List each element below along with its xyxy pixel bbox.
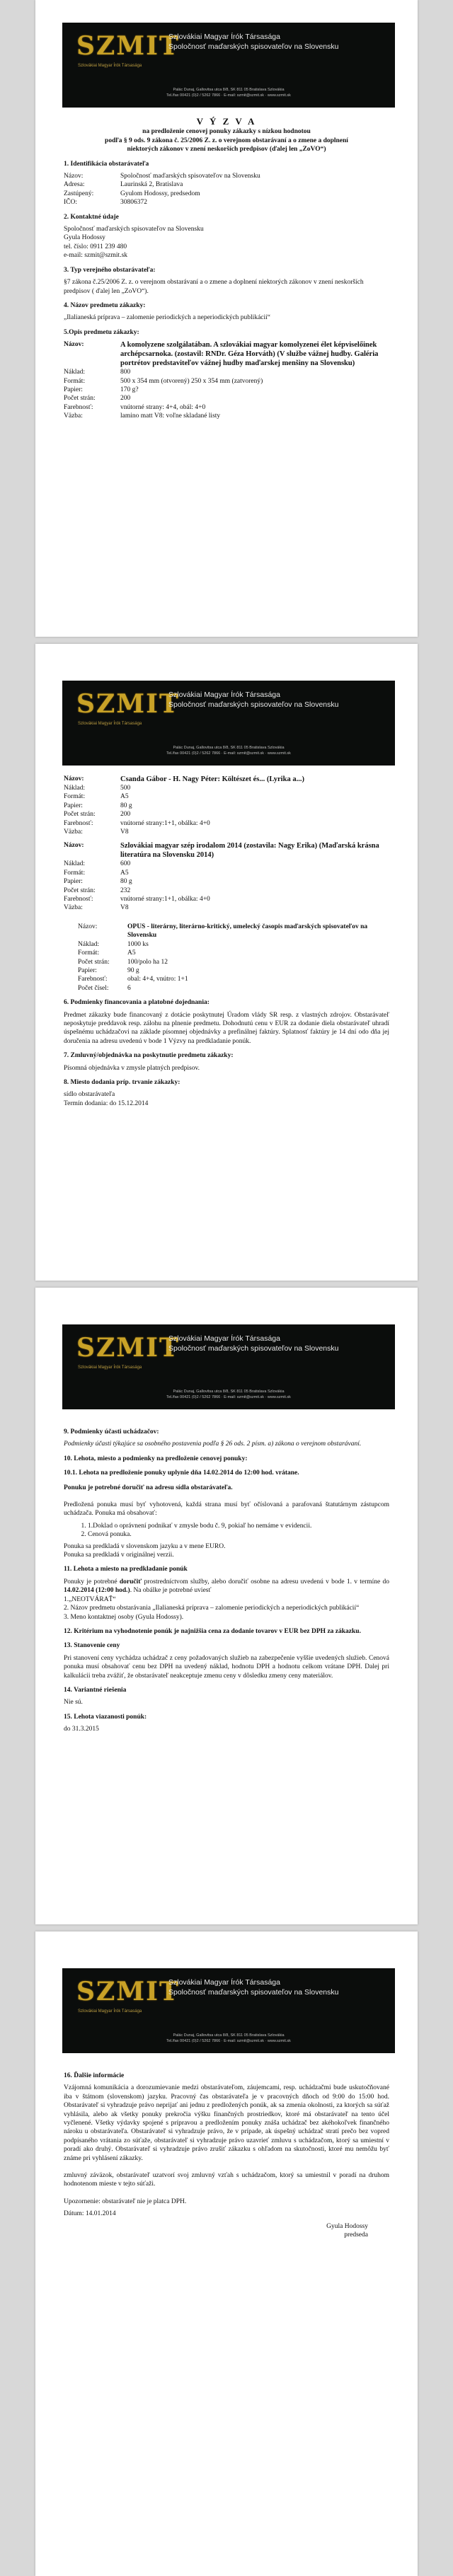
field-row [64,412,389,420]
section-12-heading: 12. Kritérium na vyhodnotenie ponúk je najnižšia cena za dodanie tovarov v EUR bez DPH za zákazku. [64,1627,361,1635]
envelope-line: 3. Meno kontaktnej osoby (Gyula Hodossy). [64,1613,184,1621]
section-14-text: Nie sú. [64,1699,83,1706]
document-page-4 [35,1931,418,2576]
item-title: Csanda Gábor - H. Nagy Péter: Költészet és... (Lyrika a...) [120,775,304,783]
field-row [64,403,389,412]
section-8-heading: 8. Miesto dodania príp. trvanie zákazky: [64,1078,180,1086]
field-row [78,975,389,983]
section-5-heading: 5.Opis predmetu zákazky: [64,328,139,336]
field-label: Náklad: [64,785,86,792]
offer-language: Ponuka sa predkladá v slovenskom jazyku a v mene EURO. [64,1542,226,1550]
org-name-sk: Spoločnosť maďarských spisovateľov na Slovensku [168,42,339,51]
field-label: IČO: [64,199,77,207]
field-label: Náklad: [78,940,100,948]
szmit-logo: SZMIT [76,1977,180,2006]
section-15-heading: 15. Lehota viazanosti ponúk: [64,1713,147,1721]
section-10-1-heading: 10.1. Lehota na predloženie ponuky uplynie dňa 14.02.2014 do 12:00 hod. vrátane. [64,1469,299,1477]
section-16-heading: 16. Ďalšie informácie [64,2072,125,2079]
field-value: V8 [120,828,129,836]
section-7-text: Písomná objednávka v zmysle platných predpisov. [64,1064,200,1072]
field-label: Počet strán: [64,886,96,894]
field-label: Počet strán: [64,395,96,403]
field-value: A5 [127,949,136,957]
field-value: Laurinská 2, Bratislava [120,181,183,189]
field-row [64,819,389,828]
field-label: Názov: [64,173,84,180]
document-subtitle [64,127,389,154]
field-row [64,828,389,836]
subtitle-line: niektorých zákonov v znení neskorších predpisov (ďalej len „ZoVO“) [127,146,326,154]
field-row [78,940,389,949]
section-6-text: Predmet zákazky bude financovaný z dotácie poskytnutej Úradom vlády SR resp. z vlastných zdrojov. Obstarávateľ neposkytuje preddavok resp. zálohu na plnenie predmetu. Dohodnutú cenu v EUR za dodanie diela obstarávateľ uhradí úspešnému uchádzačovi na základe písomnej objednávky a prefinálnej faktúry. Splatnosť faktúry je 14 dní odo dňa jej doručenia na adresu uvedenú v bode 1 Výzvy na predkladanie ponúk. [64,1011,389,1045]
letterhead-contact: Tel./fax 00421 (0)2 / 5262 7866 · E-mail: szmit@szmit.sk · www.szmit.sk [166,1395,291,1399]
field-label: Počet strán: [64,811,96,819]
list-item: 2. Cenová ponuka. [88,1530,389,1539]
field-value: vnútorné strany:1+1, obálka: 4+0 [120,896,210,903]
logo-tagline: Szlovákiai Magyar Írók Társasága [78,722,142,726]
field-label: Papier: [78,966,97,974]
field-label: Formát: [64,869,86,877]
field-label: Názov: [64,341,84,349]
field-label: Zastúpený: [64,190,94,197]
section-15-text: do 31.3.2015 [64,1726,99,1733]
field-row [64,172,389,180]
opus-item [78,923,389,993]
item-title: Szlovákiai magyar szép irodalom 2014 (zostavila: Nagy Erika) (Maďarská krásna literatúra na Slovensku 2014) [120,842,379,860]
letterhead-banner [62,23,395,108]
section-9-heading: 9. Podmienky účasti uchádzačov: [64,1428,159,1436]
document-page-2 [35,644,418,1281]
field-row [64,394,389,403]
section-4-text: „Ilalianeská príprava – zalomenie periodických a neperiodických publikácií“ [64,314,270,322]
org-name-hu: Szlovákiai Magyar Írók Társasága [168,1978,280,1987]
field-row [64,377,389,386]
field-row [64,386,389,394]
section-10-text: Predložená ponuka musí byť vyhotovená, každá strana musí byť očíslovaná a parafovaná štatutárnym zástupcom uchádzača. Ponuka má obsahovať: [64,1501,389,1518]
list-item: 1. 1.Doklad o oprávnení podnikať v zmysle bodu č. 9, pokiaľ ho nemáme v evidencii. [88,1522,389,1530]
field-value: 1000 ks [127,940,149,948]
field-label: Názov: [78,923,98,930]
section-14-heading: 14. Variantné riešenia [64,1686,127,1694]
field-label: Adresa: [64,181,85,189]
section-2-heading: 2. Kontaktné údaje [64,213,119,221]
field-label: Papier: [64,386,83,393]
item-title: A komolyzene szolgálatában. A szlovákiai magyar komolyzenei élet képviselőinek archépcsarnoka. (zostavil: RNDr. Géza Horváth) (V službe vážnej hudby. Galéria portrétov predstaviteľov vážnej hudby maďarskej menšiny na Slovensku) [120,341,379,368]
offer-form: Ponuka sa predkladá v originálnej verzii. [64,1552,174,1559]
field-row [64,190,389,198]
letterhead-contact: Tel./fax 00421 (0)2 / 5262 7866 · E-mail: szmit@szmit.sk · www.szmit.sk [166,751,291,756]
field-label: Názov: [64,775,84,782]
offer-contents-list [64,1522,389,1540]
field-value: Gyulom Hodossy, predsedom [120,190,200,197]
page-3-content [64,1422,389,1738]
org-name-sk: Spoločnosť maďarských spisovateľov na Slovensku [168,1344,339,1353]
section-11-text [64,1578,389,1595]
field-row [64,784,389,792]
field-label: Väzba: [64,412,83,420]
section-1-heading: 1. Identifikácia obstarávateľa [64,160,149,168]
szmit-logo: SZMIT [76,31,180,61]
deadline-emphasis: 14.02.2014 (12:00 hod.) [64,1587,130,1595]
section-16-text-2: zmluvný záväzok, obstarávateľ uzatvorí svoj zmluvný vzťah s uchádzačom, ktorý sa umiestnil v poradí na druhom hodnotenom mieste v tejto súťaži. [64,2172,389,2188]
field-label: Farebnosť: [64,403,93,411]
section-3-text: §7 zákona č.25/2006 Z. z. o verejnom obstarávaní a o zmene a doplnení niektorých zákonov v znení neskorších predpisov ( ďalej len „ZoVO“). [64,279,364,295]
contact-line: e-mail: szmit@szmit.sk [64,252,128,260]
section-10-note: Ponuku je potrebné doručiť na adresu sídla obstarávateľa. [64,1484,233,1491]
field-value: vnútorné strany:1+1, obálka: 4+0 [120,819,210,827]
text-emphasis: doručiť [119,1578,142,1586]
section-9-text: Podmienky účasti týkajúce sa osobného postavenia podľa § 26 ods. 2 písm. a) zákona o verejnom obstarávaní. [64,1440,362,1448]
subtitle-line: na predloženie cenovej ponuky zákazky s nízkou hodnotou [142,128,311,136]
field-value: 90 g [127,966,139,974]
field-label: Papier: [64,878,83,886]
field-value: A5 [120,869,129,877]
field-value: V8 [120,904,129,912]
contact-line: Spoločnosť maďarských spisovateľov na Slovensku [64,226,204,233]
section-6-heading: 6. Podmienky financovania a platobné dojednania: [64,999,210,1007]
field-value: 200 [120,395,131,403]
text-segment: . Na obálke je potrebné uviesť [130,1587,212,1595]
document-date: Dátum: 14.01.2014 [64,2210,116,2218]
field-row [64,877,389,886]
contact-line: Gyula Hodossy [64,234,105,242]
field-value: 200 [120,811,131,819]
letterhead-banner [62,1968,395,2053]
page-2-content [64,775,389,1108]
field-value: 800 [120,369,131,376]
szmit-logo: SZMIT [76,689,180,719]
field-row [64,869,389,877]
section-10-heading: 10. Lehota, miesto a podmienky na predloženie cenovej ponuky: [64,1455,248,1462]
field-label: Farebnosť: [78,976,108,983]
field-row [64,198,389,207]
subtitle-line: podľa § 9 ods. 9 zákona č. 25/2006 Z. z. o verejnom obstarávaní a o zmene a doplnení [105,137,348,144]
section-16-text: Vzájomná komunikácia a dorozumievanie medzi obstarávateľom, záujemcami, resp. uchádzačmi bude uskutočňované iba v štátnom (slovenskom) jazyku. Pracovný čas obstarávateľa je v pracovných dňoch od 9:00 do 15:00 hod. Obstarávateľ si vyhradzuje právo neprijať ani jednu z predložených ponúk, ak sa zmenia okolnosti, za ktorých sa súťaž vyhlásila, alebo ak všetky ponuky prekročia výšku finančných prostriedkov, ktoré má obstarávateľ na tento účel vyčlenené. Všetky výdavky spojené s prípravou a predložením ponuky znáša uchádzač bez akéhokoľvek finančného nároku u obstarávateľa. Obstarávateľ si vyhradzuje právo, že v prípade, ak úspešný uchádzač stratí prečo bez vopred podpísaného vrátania zo súťaže, obstarávateľ si vyhradzuje právo uzavrieť zmluvu s uchádzačom, ktorý sa umiestní v poradí ako druhý. Obstarávateľ si vyhradzuje právo zrušiť zákazku s ohľadom na skutočnosti, ktoré mu nemôžu byť známe pri vyhlásení zákazky. [64,2084,389,2162]
letterhead-address: Palác Dunaj, Gallovitsa utca 8/8, SK 811 05 Bratislava Szlovákia [173,2033,285,2038]
field-label: Väzba: [64,904,83,912]
field-row [64,180,389,189]
szmit-logo: SZMIT [76,1333,180,1363]
field-row [78,966,389,975]
field-value: 170 g? [120,386,139,393]
item-title-row [64,841,389,860]
envelope-line: 2. Názov predmetu obstarávania „Ilalianeská príprava – zalomenie periodických a neperiodických publikácií“ [64,1605,360,1612]
field-value: 500 [120,785,131,792]
field-label: Papier: [64,802,83,809]
field-value: vnútorné strany: 4+4, obál: 4+0 [120,403,206,411]
field-row [64,802,389,810]
page-1-content [64,117,389,421]
contact-line: tel. číslo: 0911 239 480 [64,243,127,250]
field-value: 232 [120,886,131,894]
letterhead-contact: Tel./fax 00421 (0)2 / 5262 7866 · E-mail: szmit@szmit.sk · www.szmit.sk [166,2039,291,2043]
field-label: Farebnosť: [64,819,93,827]
item-title-row [64,775,389,784]
field-value: 80 g [120,878,132,886]
org-name-sk: Spoločnosť maďarských spisovateľov na Slovensku [168,700,339,709]
field-value: 100/polo ha 12 [127,958,168,966]
logo-tagline: Szlovákiai Magyar Írók Társasága [78,1365,142,1370]
logo-tagline: Szlovákiai Magyar Írók Társasága [78,2009,142,2014]
org-name-hu: Szlovákiai Magyar Írók Társasága [168,691,280,699]
field-row [64,895,389,903]
field-label: Farebnosť: [64,896,93,903]
text-segment: Ponuky je potrebné [64,1578,120,1586]
field-label: Náklad: [64,860,86,868]
item-title-row [64,340,389,368]
org-name-sk: Spoločnosť maďarských spisovateľov na Slovensku [168,1988,339,1997]
field-row [78,949,389,957]
page-4-content [64,2066,389,2240]
letterhead-address: Palác Dunaj, Gallovitsa utca 8/8, SK 811 05 Bratislava Szlovákia [173,1390,285,1394]
document-page-3 [35,1288,418,1924]
logo-tagline: Szlovákiai Magyar Írók Társasága [78,64,142,68]
document-title: V Ý Z V A [196,116,257,127]
document-page-1 [35,0,418,637]
field-value: 6 [127,984,131,992]
envelope-line: 1.„NEOTVÁRAŤ“ [64,1595,116,1603]
signer-name: Gyula Hodossy [326,2222,368,2230]
field-row [78,984,389,993]
field-value: obal: 4+4, vnútro: 1+1 [127,976,188,983]
delivery-place: sídlo obstarávateľa [64,1091,115,1099]
field-label: Formát: [78,949,100,957]
field-label: Počet strán: [78,958,110,966]
field-label: Formát: [64,793,86,801]
field-value: 500 x 354 mm (otvorený) 250 x 354 mm (zatvorený) [120,377,263,385]
field-row [64,886,389,895]
field-label: Názov: [64,842,84,850]
letterhead-banner [62,681,395,766]
field-row [64,792,389,801]
field-row [78,958,389,966]
field-row [64,368,389,376]
field-value: lamino matt V8: voľne skladané listy [120,412,221,420]
field-value: 80 g [120,802,132,809]
field-value: 600 [120,860,131,868]
field-value: 30806372 [120,199,147,207]
org-name-hu: Szlovákiai Magyar Írók Társasága [168,1334,280,1343]
section-3-heading: 3. Typ verejného obstarávateľa: [64,266,156,274]
section-7-heading: 7. Zmluvný/objednávka na poskytnutie predmetu zákazky: [64,1052,234,1060]
field-value: A5 [120,793,129,801]
field-label: Formát: [64,377,86,385]
item-title: OPUS - literárny, literárno-kritický, umelecký časopis maďarských spisovateľov na Slovensku [127,923,368,940]
section-13-text: Pri stanovení ceny vychádza uchádzač z ceny požadovaných služieb na zabezpečenie vyššie uvedených služieb. Cenová ponuka musí obsahovať cenu bez DPH na uvedený náklad, hodnotu DPH a hodnotu celkom vrátane DPH. Dalej pri kalkulácii treba zvážiť, že obstarávateľ neakceptuje zmenu ceny v dôsledku zmeny ceny materiálov. [64,1654,389,1680]
delivery-date: Termín dodania: do 15.12.2014 [64,1099,149,1107]
letterhead-address: Palác Dunaj, Gallovitsa utca 8/8, SK 811 05 Bratislava Szlovákia [173,746,285,750]
vat-note: Upozornenie: obstarávateľ nie je platca DPH. [64,2197,187,2205]
signer-role: predseda [344,2231,368,2239]
field-row [64,903,389,912]
field-row [64,860,389,868]
letterhead-address: Palác Dunaj, Gallovitsa utca 8/8, SK 811 05 Bratislava Szlovákia [173,88,285,92]
org-name-hu: Szlovákiai Magyar Írók Társasága [168,33,280,41]
text-segment: prostredníctvom služby, alebo doručiť osobne na adresu uvedenú v bode 1. v termíne do [142,1578,389,1586]
item-title-row [78,923,389,940]
section-13-heading: 13. Stanovenie ceny [64,1642,120,1650]
letterhead-contact: Tel./fax 00421 (0)2 / 5262 7866 · E-mail: szmit@szmit.sk · www.szmit.sk [166,93,291,98]
section-4-heading: 4. Názov predmetu zákazky: [64,301,146,309]
field-label: Náklad: [64,369,86,376]
field-value: Spoločnosť maďarských spisovateľov na Slovensku [120,173,260,180]
field-row [64,810,389,819]
letterhead-banner [62,1324,395,1409]
field-label: Počet čísel: [78,984,109,992]
section-11-heading: 11. Lehota a miesto na predkladanie ponúk [64,1566,188,1573]
field-label: Väzba: [64,828,83,836]
